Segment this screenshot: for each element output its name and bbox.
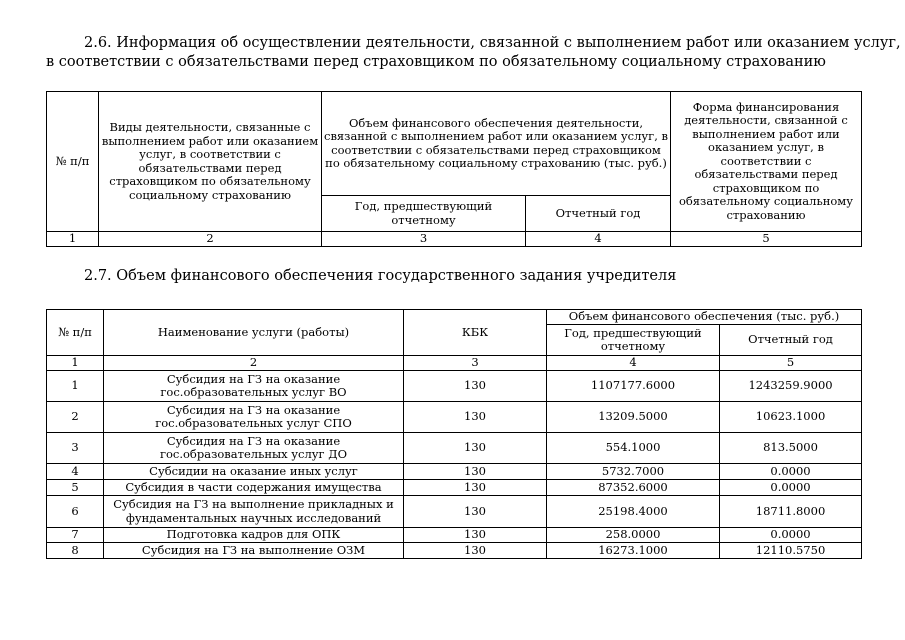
header-volume: Объем финансового обеспечения деятельности, связанной с выполнением работ или оказанием услуг, в соответствии с обязательствами перед страховщиком по обязательному социальному страхованию (тыс. руб.)	[322, 92, 671, 196]
row-num: 2	[47, 402, 104, 433]
section-2-6-title-line1: 2.6. Информация об осуществлении деятельности, связанной с выполнением работ или оказанием услуг,	[84, 35, 901, 51]
table-row	[47, 464, 862, 480]
col-number: 4	[526, 232, 671, 247]
row-prev: 554.1000	[547, 433, 720, 464]
state-assignment-table	[46, 309, 862, 559]
row-kbk: 130	[404, 402, 547, 433]
col-number: 5	[671, 232, 862, 247]
row-kbk: 130	[404, 371, 547, 402]
header-num: № п/п	[47, 92, 99, 232]
col-number: 2	[104, 356, 404, 371]
row-kbk: 130	[404, 543, 547, 559]
row-name: Субсидия на ГЗ на оказание гос.образовательных услуг ДО	[104, 433, 404, 464]
header-report-year: Отчетный год	[720, 325, 862, 356]
col-number: 1	[47, 356, 104, 371]
row-name: Субсидии на оказание иных услуг	[104, 464, 404, 480]
table-row	[47, 543, 862, 559]
row-curr: 12110.5750	[720, 543, 862, 559]
header-volume: Объем финансового обеспечения (тыс. руб.)	[547, 310, 862, 325]
section-2-7-title: 2.7. Объем финансового обеспечения государственного задания учредителя	[84, 268, 677, 284]
row-prev: 5732.7000	[547, 464, 720, 480]
row-curr: 0.0000	[720, 480, 862, 496]
row-curr: 813.5000	[720, 433, 862, 464]
col-number: 2	[99, 232, 322, 247]
row-name: Субсидия на ГЗ на оказание гос.образовательных услуг ВО	[104, 371, 404, 402]
row-num: 4	[47, 464, 104, 480]
row-curr: 18711.8000	[720, 496, 862, 528]
header-num: № п/п	[47, 310, 104, 356]
row-curr: 0.0000	[720, 528, 862, 543]
row-name: Субсидия в части содержания имущества	[104, 480, 404, 496]
row-curr: 1243259.9000	[720, 371, 862, 402]
row-kbk: 130	[404, 496, 547, 528]
header-report-year: Отчетный год	[526, 196, 671, 232]
row-prev: 25198.4000	[547, 496, 720, 528]
table-row	[47, 528, 862, 543]
table-row	[47, 433, 862, 464]
row-name: Субсидия на ГЗ на выполнение ОЗМ	[104, 543, 404, 559]
row-kbk: 130	[404, 528, 547, 543]
col-number: 3	[404, 356, 547, 371]
row-num: 1	[47, 371, 104, 402]
table-row	[47, 402, 862, 433]
header-prev-year: Год, предшествующий отчетному	[547, 325, 720, 356]
row-num: 6	[47, 496, 104, 528]
header-kbk: КБК	[404, 310, 547, 356]
row-prev: 13209.5000	[547, 402, 720, 433]
row-num: 5	[47, 480, 104, 496]
row-num: 8	[47, 543, 104, 559]
header-form: Форма финансирования деятельности, связанной с выполнением работ или оказанием услуг, в соответствии с обязательствами перед страховщиком по обязательному социальному страхованию	[671, 92, 862, 232]
row-prev: 87352.6000	[547, 480, 720, 496]
row-curr: 10623.1000	[720, 402, 862, 433]
table-row	[47, 496, 862, 528]
row-prev: 16273.1000	[547, 543, 720, 559]
row-prev: 1107177.6000	[547, 371, 720, 402]
insurance-activity-table	[46, 91, 862, 247]
col-number: 3	[322, 232, 526, 247]
row-prev: 258.0000	[547, 528, 720, 543]
row-num: 3	[47, 433, 104, 464]
row-kbk: 130	[404, 464, 547, 480]
row-name: Субсидия на ГЗ на выполнение прикладных и фундаментальных научных исследований	[104, 496, 404, 528]
header-activity: Виды деятельности, связанные с выполнением работ или оказанием услуг, в соответствии с обязательствами перед страховщиком по обязательному социальному страхованию	[99, 92, 322, 232]
row-name: Субсидия на ГЗ на оказание гос.образовательных услуг СПО	[104, 402, 404, 433]
header-name: Наименование услуги (работы)	[104, 310, 404, 356]
section-2-6-title-line2: в соответствии с обязательствами перед страховщиком по обязательному социальному страхованию	[46, 54, 826, 70]
col-number: 4	[547, 356, 720, 371]
row-kbk: 130	[404, 480, 547, 496]
row-name: Подготовка кадров для ОПК	[104, 528, 404, 543]
col-number: 1	[47, 232, 99, 247]
table-row	[47, 480, 862, 496]
row-num: 7	[47, 528, 104, 543]
row-curr: 0.0000	[720, 464, 862, 480]
header-prev-year: Год, предшествующий отчетному	[322, 196, 526, 232]
table-row	[47, 371, 862, 402]
row-kbk: 130	[404, 433, 547, 464]
col-number: 5	[720, 356, 862, 371]
